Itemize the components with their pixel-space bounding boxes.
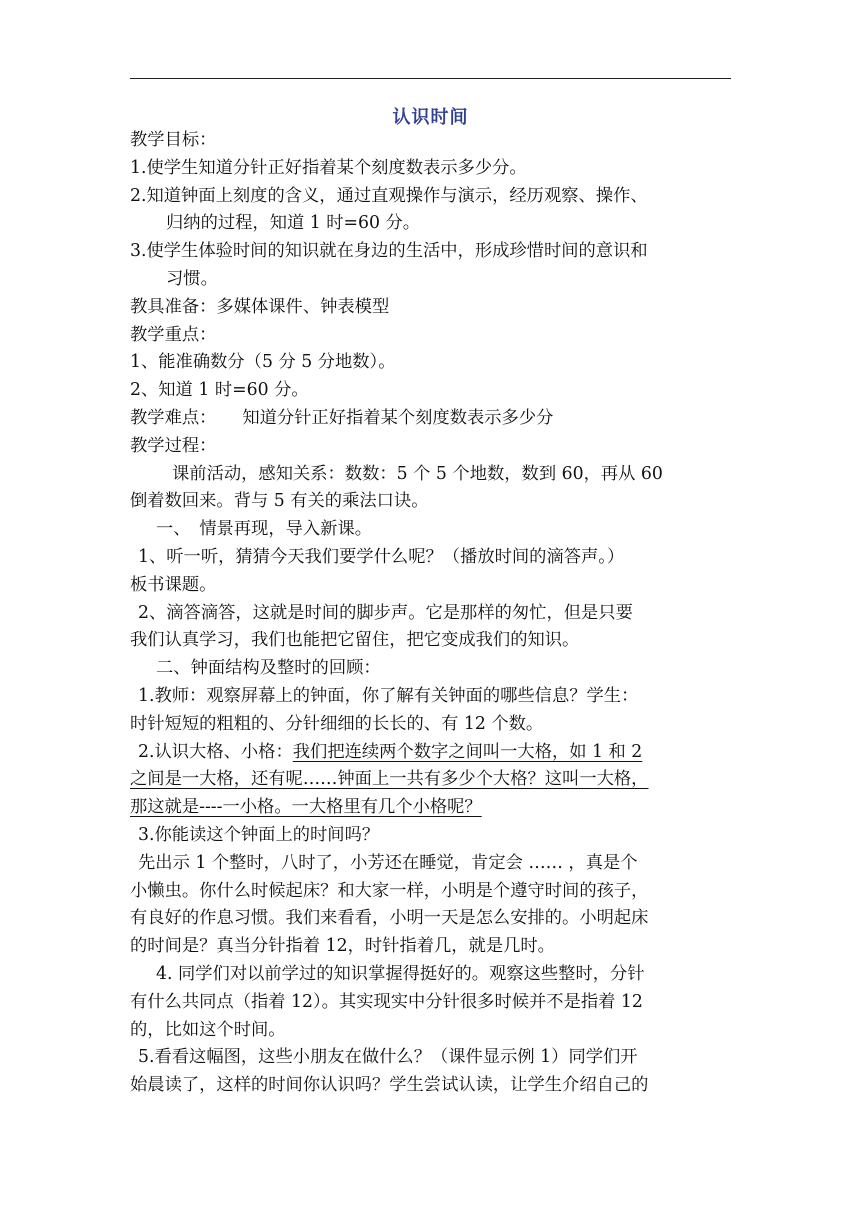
section-2-item-3: 3.你能读这个钟面上的时间吗？: [138, 824, 380, 845]
section-2-item-3-para-cont-2: 有良好的作息习惯。我们来看看，小明一天是怎么安排的。小明起床: [130, 908, 649, 929]
section-1-item-2: 2、滴答滴答，这就是时间的脚步声。它是那样的匆忙，但是只要: [138, 602, 633, 623]
section-1-item-2-cont: 我们认真学习，我们也能把它留住，把它变成我们的知识。: [130, 630, 580, 651]
goal-item-1: 1.使学生知道分针正好指着某个刻度数表示多少分。: [130, 157, 527, 178]
goal-item-2: 2.知道钟面上刻度的含义，通过直观操作与演示，经历观察、操作、: [130, 185, 648, 206]
tools-line: 教具准备：多媒体课件、钟表模型: [130, 296, 390, 317]
header-rule: [130, 78, 731, 79]
key-point-2: 2、知道 1 时=60 分。: [130, 380, 309, 401]
section-2-item-4: 4. 同学们对以前学过的知识掌握得挺好的。观察这些整时，分针: [156, 963, 645, 984]
section-1-heading: 一、 情景再现，导入新课。: [156, 519, 373, 540]
key-points-heading: 教学重点：: [130, 324, 217, 345]
section-2-item-1-cont: 时针短短的粗粗的、分针细细的长长的、有 12 个数。: [130, 713, 544, 734]
process-heading: 教学过程：: [130, 435, 217, 456]
goal-item-3: 3.使学生体验时间的知识就在身边的生活中，形成珍惜时间的意识和: [130, 241, 648, 262]
section-2-item-4-cont-2: 的，比如这个时间。: [130, 1019, 286, 1040]
section-2-item-2-label: 2.认识大格、小格：: [138, 741, 293, 762]
goal-item-3-cont: 习惯。: [166, 268, 218, 289]
section-2-item-2-underlined: 我们把连续两个数字之间叫一大格，如 1 和 2: [292, 741, 643, 762]
section-2-item-5-cont: 始晨读了，这样的时间你认识吗？学生尝试认读，让学生介绍自己的: [130, 1075, 649, 1096]
document-body: [130, 127, 731, 1100]
pre-activity: 课前活动，感知关系：数数：5 个 5 个地数，数到 60，再从 60: [172, 463, 663, 484]
pre-activity-cont: 倒着数回来。背与 5 有关的乘法口诀。: [130, 491, 429, 512]
goals-heading: 教学目标：: [130, 130, 217, 150]
section-1-item-1-cont: 板书课题。: [130, 574, 217, 595]
section-2-item-2-cont-2: [130, 794, 731, 822]
key-point-1: 1、能准确数分（5 分 5 分地数）。: [130, 352, 396, 373]
section-2-item-3-para: 先出示 1 个整时，八时了，小芳还在睡觉，肯定会 …… ，真是个: [138, 852, 638, 873]
section-2-item-3-para-cont-1: 小懒虫。你什么时候起床？和大家一样，小明是个遵守时间的孩子，: [130, 880, 649, 901]
section-2-item-2: [130, 739, 731, 767]
goal-item-2-cont: 归纳的过程，知道 1 时=60 分。: [166, 213, 421, 234]
section-1-item-1: 1、听一听，猜猜今天我们要学什么呢？（播放时间的滴答声。）: [138, 546, 625, 567]
section-2-item-4-cont-1: 有什么共同点（指着 12）。其实现实中分针很多时候并不是指着 12: [130, 991, 643, 1012]
difficulty-line: 教学难点： 知道分针正好指着某个刻度数表示多少分: [130, 407, 554, 428]
section-2-item-2-cont-1: 之间是一大格，还有呢……钟面上一共有多少个大格？这叫一大格，: [130, 769, 649, 790]
section-2-item-5: 5.看看这幅图，这些小朋友在做什么？（课件显示例 1）同学们开: [138, 1047, 638, 1068]
section-2-item-3-para-cont-3: 的时间是？真当分针指着 12，时针指着几，就是几时。: [130, 936, 555, 957]
section-2-item-2-cont-2-text: 那这就是----一小格。一大格里有几个小格呢？: [130, 797, 482, 818]
document-title: 认识时间: [392, 107, 469, 128]
section-2-heading: 二、钟面结构及整时的回顾：: [156, 658, 381, 679]
section-2-item-1: 1.教师：观察屏幕上的钟面，你了解有关钟面的哪些信息？学生：: [138, 685, 639, 706]
